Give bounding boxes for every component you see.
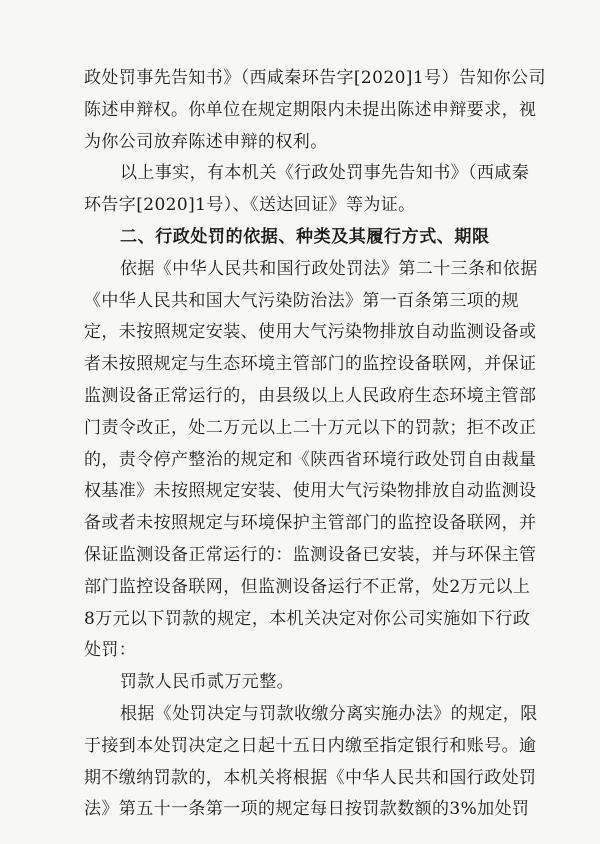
text-line: 的，责令停产整治的规定和《陕西省环境行政处罚自由裁量 <box>84 449 537 470</box>
text-line: 备或者未按照规定与环境保护主管部门的监控设备联网，并 <box>84 513 537 534</box>
text-line: 处罚： <box>84 640 137 661</box>
text-line: 罚款人民币贰万元整。 <box>120 672 294 693</box>
text-line: 门责令改正，处二万元以上二十万元以下的罚款；拒不改正 <box>84 417 537 438</box>
text-line: 于接到本处罚决定之日起十五日内缴至指定银行和账号。逾 <box>84 735 537 756</box>
text-line: 环告字[2020]1号）、《送达回证》等为证。 <box>84 195 416 216</box>
text-line: 权基准》未按照规定安装、使用大气污染物排放自动监测设 <box>84 481 537 502</box>
text-line: 8万元以下罚款的规定，本机关决定对你公司实施如下行政 <box>84 608 531 629</box>
text-line: 陈述申辩权。你单位在规定期限内未提出陈述申辩要求，视 <box>84 99 537 120</box>
text-line: 《中华人民共和国大气污染防治法》第一百条第三项的规 <box>84 290 519 311</box>
text-line: 监测设备正常运行的，由县级以上人民政府生态环境主管部 <box>84 386 537 406</box>
text-line: 政处罚事先告知书》（西咸秦环告字[2020]1号）告知你公司 <box>84 68 546 88</box>
text-line: 期不缴纳罚款的，本机关将根据《中华人民共和国行政处罚 <box>84 767 537 788</box>
text-line: 依据《中华人民共和国行政处罚法》第二十三条和依据 <box>120 258 538 279</box>
section-heading: 二、行政处罚的依据、种类及其履行方式、期限 <box>120 227 490 247</box>
text-line: 以上事实，有本机关《行政处罚事先告知书》（西咸秦 <box>120 163 530 184</box>
text-line: 部门监控设备联网，但监测设备运行不正常，处2万元以上 <box>84 576 531 597</box>
text-line: 为你公司放弃陈述申辩的权利。 <box>84 131 328 152</box>
text-line: 保证监测设备正常运行的：监测设备已安装，并与环保主管 <box>84 545 537 565</box>
text-line: 法》第五十一条第一项的规定每日按罚款数额的3%加处罚 <box>84 799 530 820</box>
text-line: 根据《处罚决定与罚款收缴分离实施办法》的规定，限 <box>120 704 538 724</box>
text-line: 定，未按照规定安装、使用大气污染物排放自动监测设备或 <box>84 322 537 343</box>
text-line: 者未按照规定与生态环境主管部门的监控设备联网，并保证 <box>84 354 537 375</box>
